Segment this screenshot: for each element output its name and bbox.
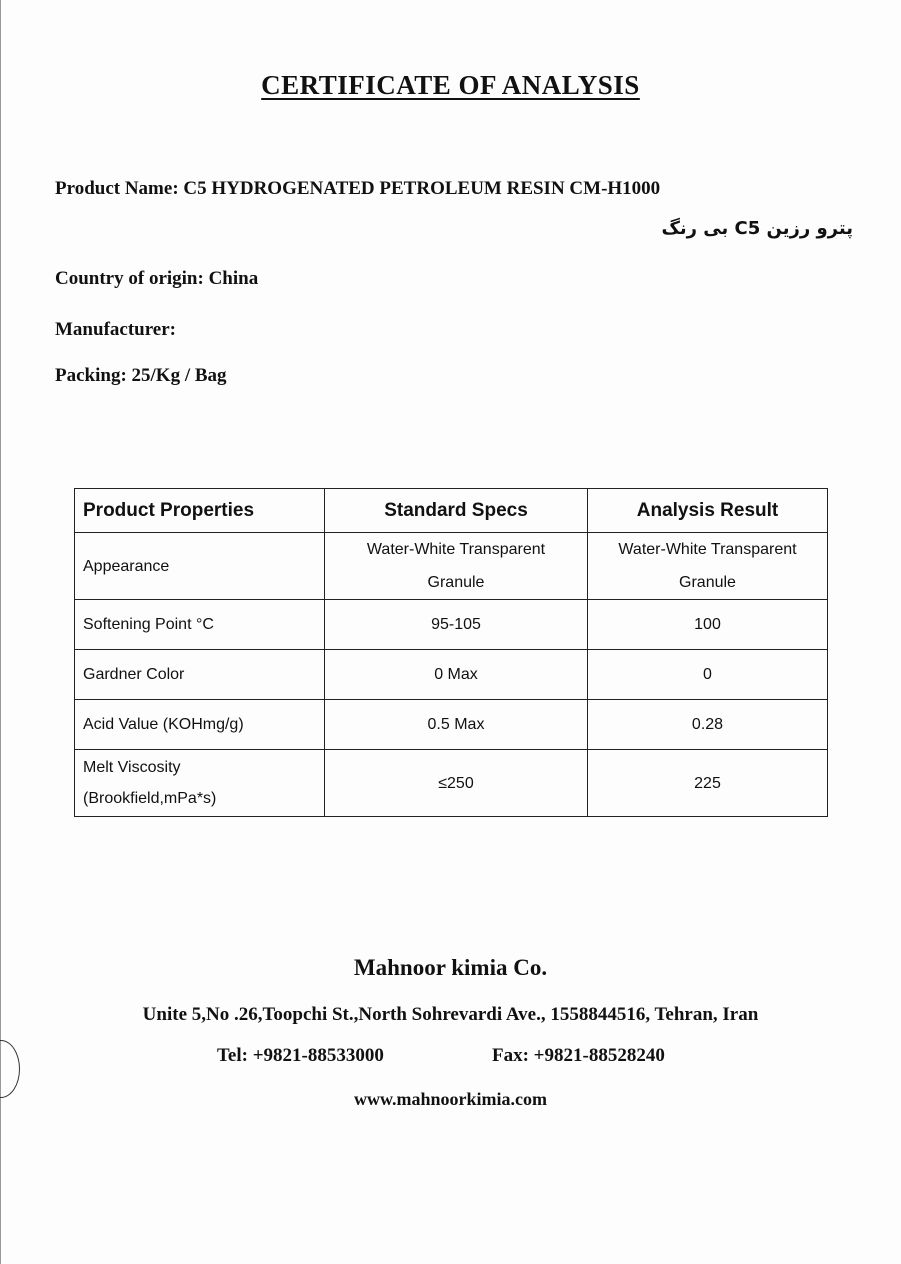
property-cell [75, 600, 325, 650]
header-product-properties: Product Properties [75, 489, 325, 533]
result-cell [588, 650, 828, 700]
property-cell [75, 700, 325, 750]
company-address: Unite 5,No .26,Toopchi St.,North Sohrevardi Ave., 1558844516, Tehran, Iran [142, 1004, 759, 1025]
website-link[interactable]: www.mahnoorkimia.com [354, 1089, 547, 1109]
packing: Packing: 25/Kg / Bag [55, 365, 227, 386]
property-cell [75, 750, 325, 817]
standard-value: 0.5 Max [427, 715, 485, 733]
persian-product-name: پترو رزین C5 بی رنگ [661, 218, 853, 239]
telephone: Tel: +9821-88533000 [217, 1045, 384, 1066]
property-label: Softening Point °C [83, 615, 214, 633]
result-value: 225 [694, 774, 721, 792]
analysis-table [74, 488, 828, 817]
table-header-row [75, 489, 828, 533]
result-value: 0.28 [691, 715, 724, 733]
result-cell [588, 700, 828, 750]
standard-cell [325, 533, 588, 600]
property-label: Melt Viscosity [83, 759, 181, 776]
table-row [75, 700, 828, 750]
standard-cell [325, 650, 588, 700]
table-row [75, 533, 828, 600]
standard-line: Granule [427, 574, 485, 591]
result-line: Water-White Transparent [618, 541, 797, 558]
fax: Fax: +9821-88528240 [492, 1045, 665, 1066]
table-row [75, 600, 828, 650]
result-cell [588, 750, 828, 817]
document-title: CERTIFICATE OF ANALYSIS [261, 70, 640, 100]
standard-cell [325, 700, 588, 750]
property-label: Appearance [83, 557, 170, 575]
product-name: Product Name: C5 HYDROGENATED PETROLEUM RESIN CM-H1000 [55, 178, 661, 199]
result-value: 100 [694, 615, 721, 633]
standard-cell [325, 750, 588, 817]
result-cell [588, 533, 828, 600]
company-name: Mahnoor kimia Co. [353, 955, 548, 980]
property-label: Acid Value (KOHmg/g) [83, 715, 244, 733]
header-analysis-result: Analysis Result [588, 489, 828, 533]
country-of-origin: Country of origin: China [55, 268, 259, 289]
standard-value: ≤250 [438, 774, 474, 792]
standard-cell [325, 600, 588, 650]
result-cell [588, 600, 828, 650]
result-line: Granule [679, 574, 736, 591]
property-cell [75, 533, 325, 600]
manufacturer: Manufacturer: [55, 319, 177, 340]
table-row [75, 650, 828, 700]
property-unit: (Brookfield,mPa*s) [83, 790, 217, 807]
table-row [75, 750, 828, 817]
property-label: Gardner Color [83, 665, 185, 683]
standard-value: 95-105 [431, 615, 481, 633]
property-cell [75, 650, 325, 700]
result-value: 0 [703, 665, 712, 683]
header-standard-specs: Standard Specs [325, 489, 588, 533]
standard-value: 0 Max [434, 665, 478, 683]
standard-line: Water-White Transparent [366, 541, 546, 558]
